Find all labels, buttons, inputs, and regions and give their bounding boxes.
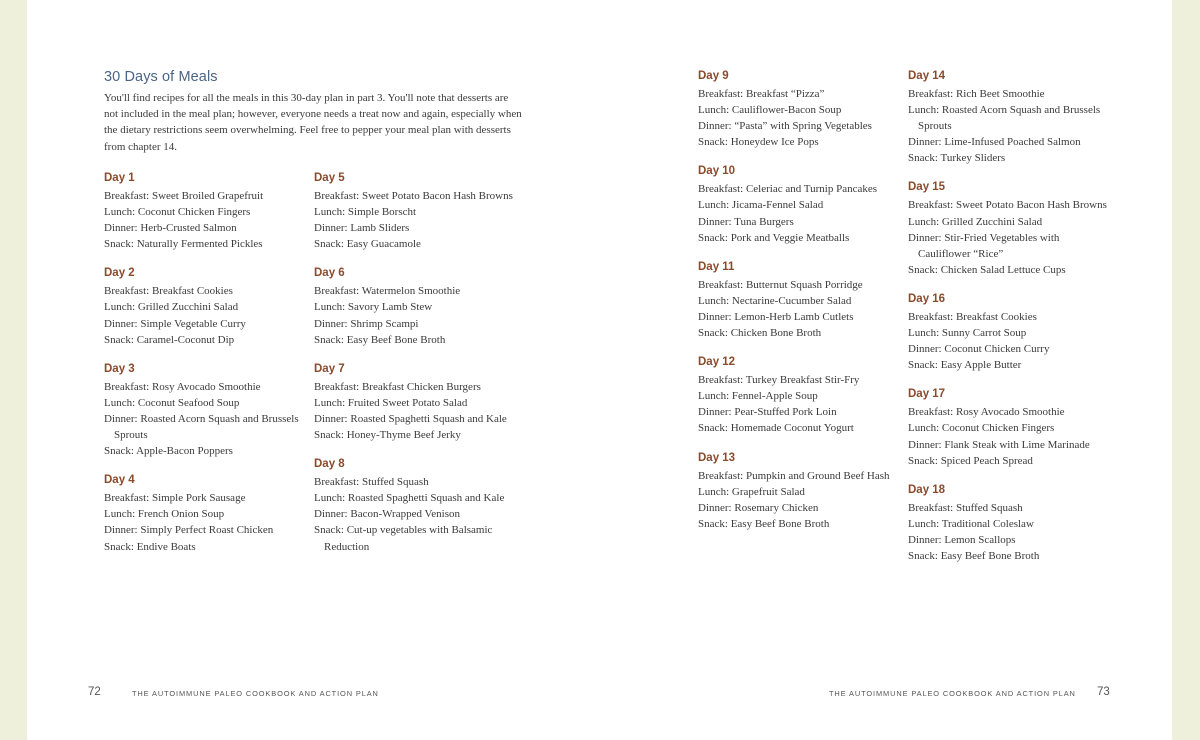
meal-item: Dinner: Simply Perfect Roast Chicken [104, 524, 274, 537]
meal-item: Lunch: Roasted Acorn Squash and Brussels Sprouts [908, 104, 1101, 133]
day-block [698, 450, 903, 532]
day-title: Day 8 [314, 458, 345, 471]
meal-item: Breakfast: Pumpkin and Ground Beef Hash [698, 469, 890, 482]
section-heading: 30 Days of Meals [104, 69, 218, 85]
meal-item: Snack: Turkey Sliders [908, 152, 1006, 165]
day-title: Day 13 [698, 451, 736, 464]
day-block [698, 68, 903, 150]
day-title: Day 1 [104, 172, 135, 184]
meal-item: Breakfast: Breakfast Cookies [104, 285, 233, 298]
meal-item: Snack: Chicken Salad Lettuce Cups [908, 263, 1066, 276]
meal-item: Breakfast: Celeriac and Turnip Pancakes [698, 183, 878, 196]
meal-item: Dinner: Shrimp Scampi [314, 317, 419, 330]
meal-item: Breakfast: Rosy Avocado Smoothie [104, 380, 261, 393]
day-block [314, 456, 514, 554]
right-page-edge [1172, 0, 1200, 740]
meal-item: Dinner: Roasted Spaghetti Squash and Kale [314, 412, 507, 425]
meal-item: Dinner: Lemon Scallops [908, 533, 1016, 546]
meal-item: Lunch: French Onion Soup [104, 508, 225, 521]
day-title: Day 12 [698, 356, 736, 369]
meal-item: Breakfast: Stuffed Squash [908, 501, 1023, 514]
right-running-footer: THE AUTOIMMUNE PALEO COOKBOOK AND ACTION PLAN [829, 689, 1076, 698]
day-title: Day 4 [104, 474, 135, 487]
left-running-footer: THE AUTOIMMUNE PALEO COOKBOOK AND ACTION PLAN [132, 689, 379, 698]
left-page-number: 72 [88, 686, 101, 698]
meal-item: Snack: Spiced Peach Spread [908, 454, 1033, 467]
meal-item: Snack: Easy Beef Bone Broth [314, 333, 446, 346]
meal-item: Breakfast: Rich Beet Smoothie [908, 88, 1045, 100]
meal-item: Dinner: Bacon-Wrapped Venison [314, 508, 460, 521]
meal-item: Dinner: Herb-Crusted Salmon [104, 222, 237, 235]
day-block [698, 354, 903, 436]
day-title: Day 16 [908, 292, 946, 305]
meal-item: Breakfast: Simple Pork Sausage [104, 492, 246, 505]
meal-item: Breakfast: Rosy Avocado Smoothie [908, 406, 1065, 419]
meal-item: Dinner: Pear-Stuffed Pork Loin [698, 406, 837, 419]
meal-item: Dinner: Lamb Sliders [314, 222, 410, 235]
meal-item: Dinner: Simple Vegetable Curry [104, 317, 246, 330]
right-page-number: 73 [1097, 686, 1110, 698]
meal-item: Lunch: Fennel-Apple Soup [698, 390, 818, 403]
meal-item: Dinner: Tuna Burgers [698, 215, 794, 228]
meal-item: Lunch: Nectarine-Cucumber Salad [698, 294, 852, 307]
meal-item: Lunch: Cauliflower-Bacon Soup [698, 104, 842, 117]
meal-item: Snack: Cut-up vegetables with Balsamic Reduction [314, 524, 493, 553]
meal-item: Breakfast: Sweet Potato Bacon Hash Browns [314, 190, 513, 202]
meal-item: Lunch: Coconut Seafood Soup [104, 396, 240, 409]
day-block [698, 259, 903, 341]
day-block [314, 170, 514, 252]
meal-item: Breakfast: Sweet Broiled Grapefruit [104, 190, 264, 202]
meal-item: Lunch: Roasted Spaghetti Squash and Kale [314, 492, 505, 505]
day-block [104, 170, 309, 252]
day-block [314, 361, 514, 443]
meal-item: Snack: Chicken Bone Broth [698, 327, 822, 340]
meal-item: Snack: Honey-Thyme Beef Jerky [314, 429, 461, 442]
meal-item: Lunch: Savory Lamb Stew [314, 301, 433, 314]
day-block [698, 163, 903, 245]
day-title: Day 17 [908, 388, 946, 401]
day-title: Day 15 [908, 181, 946, 194]
day-block [908, 68, 1113, 166]
day-block [908, 386, 1113, 468]
meal-item: Snack: Easy Guacamole [314, 238, 421, 251]
meal-item: Lunch: Simple Borscht [314, 206, 417, 219]
day-block [104, 361, 309, 459]
meal-item: Snack: Endive Boats [104, 540, 196, 553]
meal-item: Snack: Caramel-Coconut Dip [104, 333, 235, 346]
day-title: Day 18 [908, 483, 946, 496]
meal-item: Snack: Apple-Bacon Poppers [104, 445, 233, 458]
day-title: Day 10 [698, 165, 736, 178]
day-title: Day 11 [698, 260, 735, 273]
meal-item: Breakfast: Butternut Squash Porridge [698, 278, 863, 291]
meal-item: Lunch: Grapefruit Salad [698, 485, 805, 498]
meal-item: Snack: Easy Beef Bone Broth [908, 549, 1040, 562]
meal-item: Dinner: “Pasta” with Spring Vegetables [698, 120, 872, 133]
meal-column-1 [104, 170, 309, 568]
meal-item: Lunch: Coconut Chicken Fingers [908, 422, 1055, 435]
meal-item: Snack: Easy Apple Butter [908, 359, 1022, 372]
meal-item: Lunch: Coconut Chicken Fingers [104, 206, 251, 219]
meal-column-3 [698, 68, 903, 545]
day-block [908, 179, 1113, 277]
day-title: Day 7 [314, 362, 345, 375]
left-page-edge [0, 0, 27, 740]
meal-column-2 [314, 170, 514, 568]
meal-item: Snack: Easy Beef Bone Broth [698, 517, 830, 530]
meal-item: Dinner: Coconut Chicken Curry [908, 343, 1050, 356]
meal-item: Snack: Honeydew Ice Pops [698, 136, 819, 149]
meal-item: Breakfast: Sweet Potato Bacon Hash Browns [908, 199, 1107, 212]
meal-item: Dinner: Rosemary Chicken [698, 501, 819, 514]
meal-item: Lunch: Jicama-Fennel Salad [698, 199, 824, 212]
day-title: Day 2 [104, 267, 135, 280]
day-title: Day 14 [908, 70, 946, 82]
meal-item: Lunch: Grilled Zucchini Salad [908, 215, 1043, 228]
meal-item: Lunch: Grilled Zucchini Salad [104, 301, 239, 314]
meal-item: Dinner: Lime-Infused Poached Salmon [908, 136, 1081, 149]
meal-item: Snack: Homemade Coconut Yogurt [698, 422, 854, 435]
meal-item: Breakfast: Turkey Breakfast Stir-Fry [698, 374, 860, 387]
day-title: Day 3 [104, 362, 135, 375]
meal-item: Dinner: Roasted Acorn Squash and Brussels Sprouts [104, 412, 299, 442]
meal-item: Breakfast: Breakfast “Pizza” [698, 88, 825, 100]
meal-item: Lunch: Traditional Coleslaw [908, 517, 1034, 530]
meal-column-4 [908, 68, 1113, 577]
day-title: Day 5 [314, 172, 345, 184]
day-block [908, 291, 1113, 373]
meal-item: Breakfast: Watermelon Smoothie [314, 285, 461, 298]
meal-item: Dinner: Flank Steak with Lime Marinade [908, 438, 1090, 451]
meal-item: Breakfast: Breakfast Chicken Burgers [314, 380, 481, 393]
day-title: Day 9 [698, 70, 729, 82]
intro-paragraph: You'll find recipes for all the meals in this 30-day plan in part 3. You'll note that desserts are not included in the meal plan; however, everyone needs a treat now and again, especially when the dietary restrictions seem overwhelming. Feel free to pepper your meal plan with desserts from chapter 14. [104, 92, 522, 153]
day-block [908, 482, 1113, 564]
meal-item: Snack: Naturally Fermented Pickles [104, 238, 263, 251]
day-block [104, 265, 309, 347]
meal-item: Snack: Pork and Veggie Meatballs [698, 231, 850, 244]
day-title: Day 6 [314, 267, 345, 280]
day-block [314, 265, 514, 347]
meal-item: Lunch: Sunny Carrot Soup [908, 327, 1027, 340]
meal-item: Breakfast: Breakfast Cookies [908, 310, 1037, 323]
meal-item: Lunch: Fruited Sweet Potato Salad [314, 396, 468, 409]
meal-item: Breakfast: Stuffed Squash [314, 476, 429, 489]
meal-item: Dinner: Stir-Fried Vegetables with Cauliflower “Rice” [908, 231, 1060, 260]
day-block [104, 472, 309, 554]
meal-item: Dinner: Lemon-Herb Lamb Cutlets [698, 310, 854, 323]
